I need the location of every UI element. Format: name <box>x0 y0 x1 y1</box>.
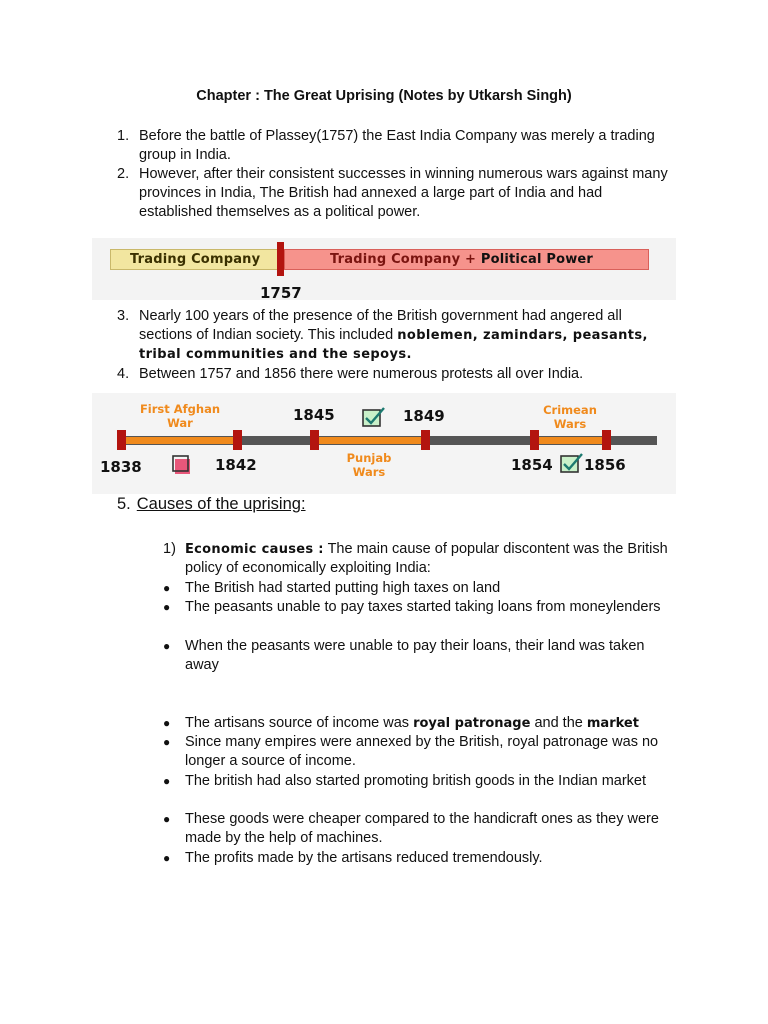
checkbox-checked-icon <box>558 451 584 475</box>
list-item: ● The British had started putting high taxes on land <box>163 580 501 596</box>
list-item: ● The british had also started promoting british goods in the Indian market <box>163 773 647 789</box>
trading-company-label: Trading Company <box>130 252 261 267</box>
marker-1842 <box>233 430 242 450</box>
marker-1845 <box>310 430 319 450</box>
list-item: 4. Between 1757 and 1856 there were numerous protests all over India. <box>117 366 584 382</box>
marker-1854 <box>530 430 539 450</box>
list-item: ● The artisans source of income was royal patronage and the market <box>163 715 639 731</box>
list-item: ● The peasants unable to pay taxes started taking loans from moneylenders <box>163 599 661 615</box>
list-item: 3. Nearly 100 years of the presence of the British government had angered all sections of Indian society. This included noblemen, zamindars, peasants, tribal communities and the sepoys. <box>117 308 648 363</box>
afghan-war-span <box>122 437 237 444</box>
year-1757: 1757 <box>260 284 302 302</box>
checkbox-icon <box>171 453 195 477</box>
year-1849: 1849 <box>403 407 445 425</box>
list-item: 2. However, after their consistent successes in winning numerous wars against many provinces in India, The British had annexed a large part of India and had established themselves as a political power. <box>117 166 668 221</box>
first-afghan-war-label: First Afghan War <box>139 402 221 430</box>
marker-1757 <box>277 242 284 276</box>
list-item: 1. Before the battle of Plassey(1757) the East India Company was merely a trading group in India. <box>117 128 655 164</box>
list-item: ● Since many empires were annexed by the British, royal patronage was no longer a source of income. <box>163 734 659 770</box>
punjab-war-span <box>314 437 426 444</box>
crimean-war-span <box>535 437 605 444</box>
list-item: ● These goods were cheaper compared to the handicraft ones as they were made by the help of machines. <box>163 811 659 847</box>
year-1842: 1842 <box>215 456 257 474</box>
checkbox-checked-icon <box>360 405 386 429</box>
year-1856: 1856 <box>584 456 626 474</box>
marker-1849 <box>421 430 430 450</box>
punjab-wars-label: Punjab Wars <box>346 451 392 479</box>
list-item: ● When the peasants were unable to pay their loans, their land was taken away <box>163 638 645 674</box>
marker-1838 <box>117 430 126 450</box>
year-1854: 1854 <box>511 456 553 474</box>
section-heading: 5. Causes of the uprising: <box>117 495 306 513</box>
year-1838: 1838 <box>100 458 142 476</box>
list-item: ● The profits made by the artisans reduced tremendously. <box>163 850 543 866</box>
year-1845: 1845 <box>293 406 335 424</box>
timeline-figure-wars <box>92 393 676 494</box>
timeline-figure-company <box>92 238 676 300</box>
page-title: Chapter : The Great Uprising (Notes by Utkarsh Singh) <box>196 88 572 104</box>
crimean-wars-label: Crimean Wars <box>543 403 597 431</box>
marker-1856 <box>602 430 611 450</box>
political-power-label: Trading Company + Political Power <box>330 252 594 267</box>
economic-causes: 1) Economic causes : The main cause of popular discontent was the British policy of economically exploiting India: <box>163 541 668 577</box>
